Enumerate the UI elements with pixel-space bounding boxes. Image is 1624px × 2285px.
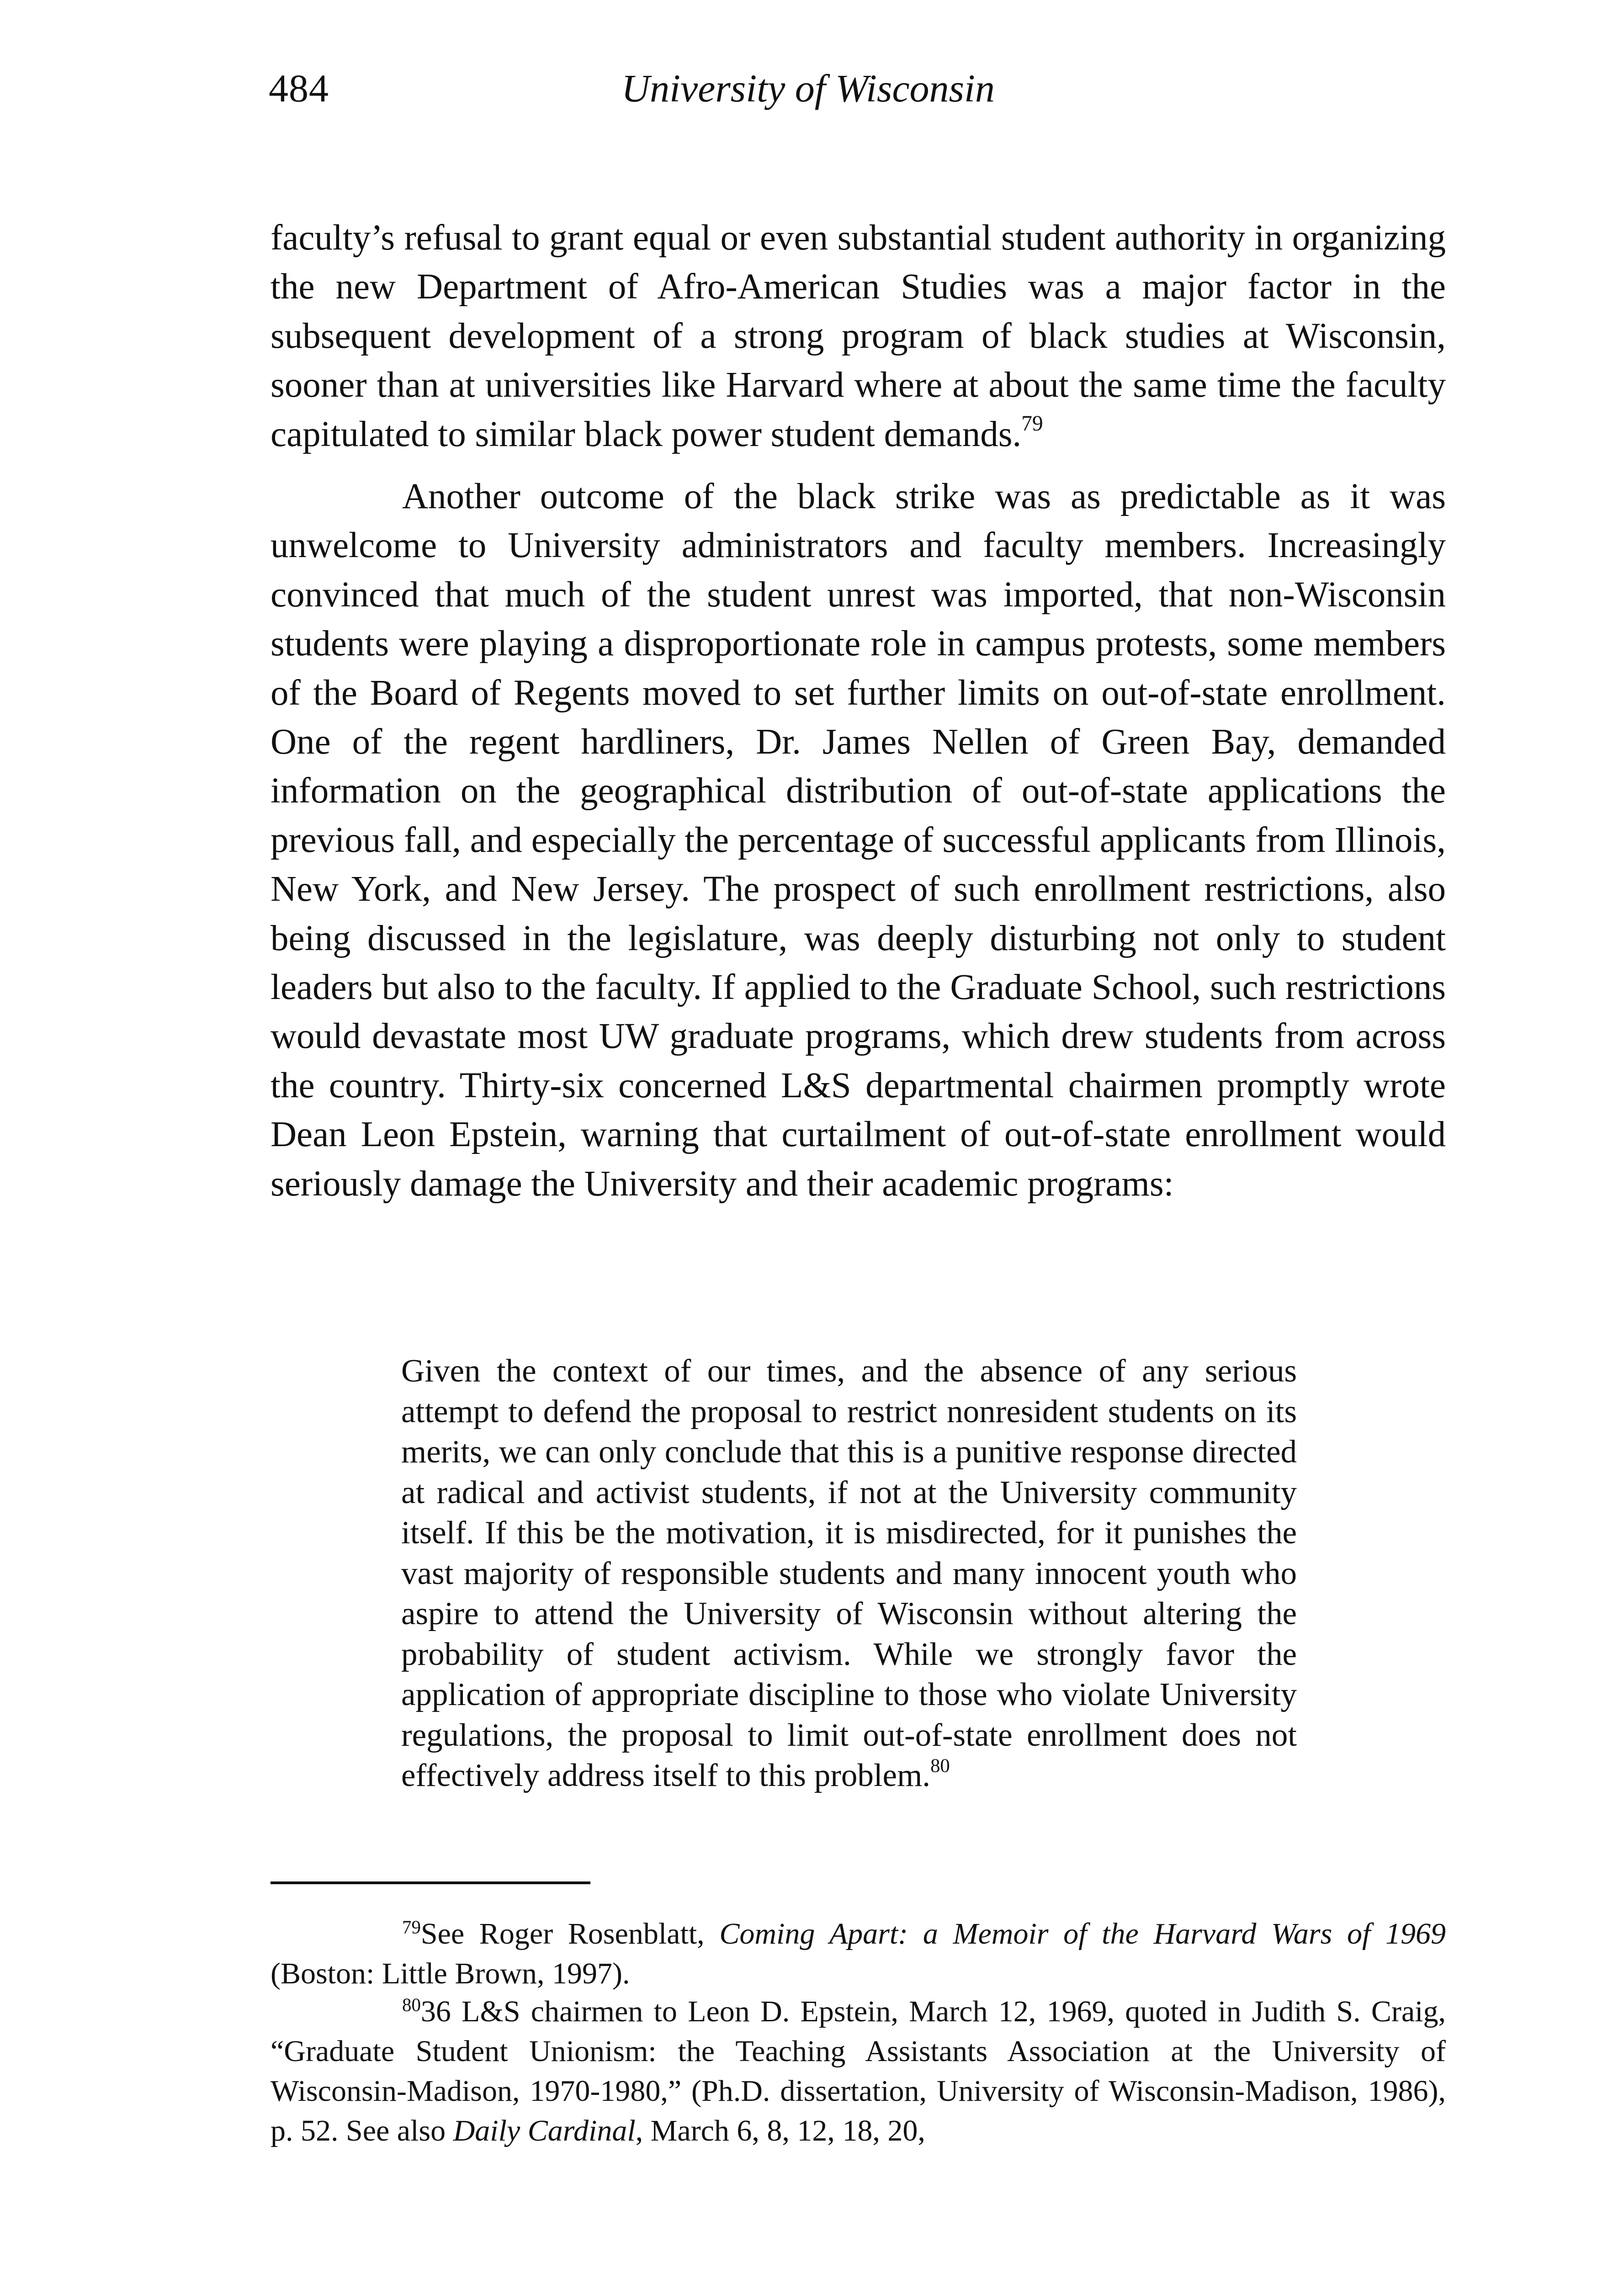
- block-quote-text: Given the context of our times, and the absence of any serious attempt to defend the proposal to restrict nonresident students on its merits, we can only conclude that this is a punitive response directed at radical and activist students, if not at the University community itself. If this be the motivation, it is misdirected, for it punishes the vast majority of responsible students and many innocent youth who aspire to attend the University of Wisconsin without altering the probability of student activism. While we strongly favor the application of appropriate discipline to those who violate University regulations, the proposal to limit out-of-state enrollment does not effectively address itself to this problem.: [401, 1353, 1297, 1793]
- footnote-80-text-before: 36 L&S chairmen to Leon D. Epstein, March 12, 1969, quoted in Judith S. Craig, “Graduate Student Unionism: the Teaching Assistants Association at the University of Wisconsin-Madison, 1970-1980,” (Ph.D. dissertation, University of Wisconsin-Madison, 1986), p. 52. See also: [271, 1995, 1446, 2147]
- footnote-80: [271, 1992, 1446, 2151]
- footnote-ref-79: 79: [1021, 411, 1043, 436]
- footnote-79-title: Coming Apart: a Memoir of the Harvard Wars of 1969: [719, 1917, 1446, 1950]
- block-quote: [401, 1351, 1297, 1796]
- footnote-79-text-before: See Roger Rosenblatt,: [420, 1917, 720, 1950]
- footnote-80-title: Daily Cardinal: [453, 2114, 636, 2147]
- page-number: 484: [269, 66, 329, 110]
- body-paragraph-2: Another outcome of the black strike was as predictable as it was unwelcome to University administrators and faculty members. Increasingly convinced that much of the student unrest was imported, that non-Wisconsin students were playing a disproportionate role in campus protests, some members of the Board of Regents moved to set further limits on out-of-state enrollment. One of the regent hardliners, Dr. James Nellen of Green Bay, demanded information on the geographical distribution of out-of-state applications the previous fall, and especially the percentage of successful applicants from Illinois, New York, and New Jersey. The prospect of such enrollment restrictions, also being discussed in the legislature, was deeply disturbing not only to student leaders but also to the faculty. If applied to the Graduate School, such restrictions would devastate most UW graduate programs, which drew students from across the country. Thirty-six concerned L&S departmental chairmen promptly wrote Dean Leon Epstein, warning that curtailment of out-of-state enrollment would seriously damage the University and their academic programs:: [271, 477, 1446, 1204]
- running-head: University of Wisconsin: [621, 66, 995, 110]
- footnote-79-text-after: (Boston: Little Brown, 1997).: [271, 1957, 630, 1990]
- footnote-80-text-after: , March 6, 8, 12, 18, 20,: [635, 2114, 925, 2147]
- footnote-80-mark: 80: [402, 1994, 421, 2015]
- paragraph-1-text: faculty’s refusal to grant equal or even substantial student authority in organizing the new Department of Afro-American Studies was a major factor in the subsequent development of a strong program of black studies at Wisconsin, sooner than at universities like Harvard where at about the same time the faculty capitulated to similar black power student demands.: [271, 218, 1446, 454]
- body-paragraph-1: [271, 213, 1446, 459]
- footnote-ref-80: 80: [930, 1755, 950, 1777]
- footnote-79-mark: 79: [402, 1917, 421, 1938]
- footnote-79: [271, 1914, 1446, 1993]
- footnote-rule: [271, 1881, 590, 1884]
